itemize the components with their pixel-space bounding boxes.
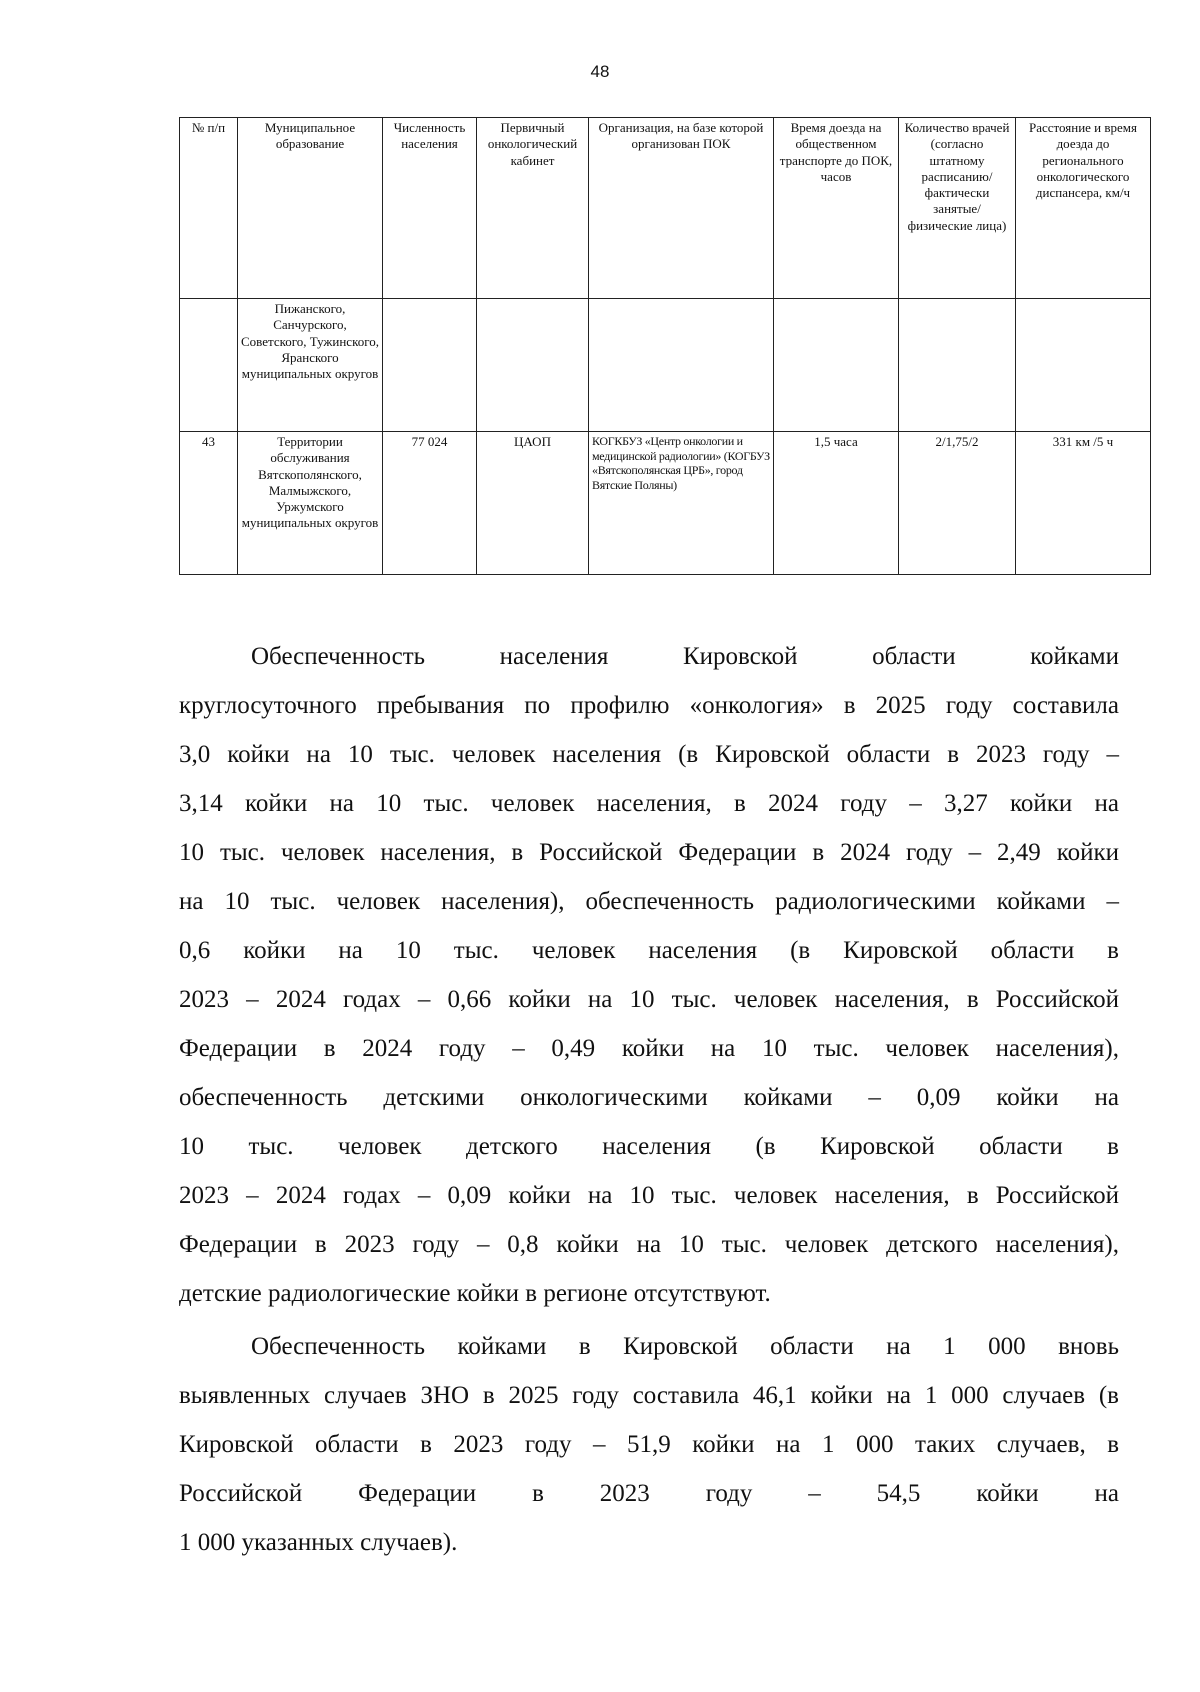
table-cell: 2/1,75/2 bbox=[899, 432, 1016, 575]
text-line: выявленных случаев ЗНО в 2025 году составила 46,1 койки на 1 000 случаев (в bbox=[179, 1382, 1119, 1409]
table-cell bbox=[774, 299, 899, 432]
table-cell bbox=[180, 299, 238, 432]
table-cell bbox=[589, 299, 774, 432]
header-cell: Первичный онкологический кабинет bbox=[477, 118, 589, 299]
table-row bbox=[180, 299, 1151, 432]
table-row bbox=[180, 432, 1151, 575]
text-line: 3,14 койки на 10 тыс. человек населения, в 2024 году – 3,27 койки на bbox=[179, 790, 1119, 817]
text-line: на 10 тыс. человек населения), обеспеченность радиологическими койками – bbox=[179, 888, 1119, 915]
table-cell: 77 024 bbox=[383, 432, 477, 575]
text-line: обеспеченность детскими онкологическими койками – 0,09 койки на bbox=[179, 1084, 1119, 1111]
paragraph-bed-provision bbox=[179, 632, 1119, 1318]
table-cell bbox=[1016, 299, 1151, 432]
table-cell bbox=[383, 299, 477, 432]
text-line: Российской Федерации в 2023 году – 54,5 койки на bbox=[179, 1480, 1119, 1507]
text-line: 2023 – 2024 годах – 0,66 койки на 10 тыс. человек населения, в Российской bbox=[179, 986, 1119, 1013]
table-cell: Пижанского, Санчурского, Советского, Тужинского, Яранского муниципальных округов bbox=[238, 299, 383, 432]
text-line: круглосуточного пребывания по профилю «онкология» в 2025 году составила bbox=[179, 692, 1119, 719]
text-line: Федерации в 2023 году – 0,8 койки на 10 тыс. человек детского населения), bbox=[179, 1231, 1119, 1258]
text-line: Обеспеченность койками в Кировской области на 1 000 вновь bbox=[251, 1333, 1119, 1360]
table-cell: ЦАОП bbox=[477, 432, 589, 575]
table-cell: КОГКБУЗ «Центр онкологии и медицинской радиологии» (КОГБУЗ «Вятскополянская ЦРБ», город Вятские Поляны) bbox=[589, 432, 774, 575]
table-cell: 43 bbox=[180, 432, 238, 575]
organizations-table bbox=[179, 117, 1151, 575]
table-cell bbox=[899, 299, 1016, 432]
paragraph-new-cases bbox=[179, 1322, 1119, 1567]
text-line: 1 000 указанных случаев). bbox=[179, 1529, 458, 1556]
table-cell: 331 км /5 ч bbox=[1016, 432, 1151, 575]
text-line: детские радиологические койки в регионе отсутствуют. bbox=[179, 1280, 771, 1307]
page-number: 48 bbox=[590, 62, 610, 81]
table-cell: 1,5 часа bbox=[774, 432, 899, 575]
header-cell: Количество врачей (согласно штатному расписанию/ фактически занятые/ физические лица) bbox=[899, 118, 1016, 299]
text-line: 10 тыс. человек детского населения (в Кировской области в bbox=[179, 1133, 1119, 1160]
header-cell: № п/п bbox=[180, 118, 238, 299]
table-cell: Территории обслуживания Вятскополянского, Малмыжского, Уржумского муниципальных округов bbox=[238, 432, 383, 575]
header-cell: Расстояние и время доезда до регионального онкологического диспансера, км/ч bbox=[1016, 118, 1151, 299]
header-cell: Численность населения bbox=[383, 118, 477, 299]
text-line: 10 тыс. человек населения, в Российской Федерации в 2024 году – 2,49 койки bbox=[179, 839, 1119, 866]
text-line: Федерации в 2024 году – 0,49 койки на 10 тыс. человек населения), bbox=[179, 1035, 1119, 1062]
table-cell bbox=[477, 299, 589, 432]
text-line: 0,6 койки на 10 тыс. человек населения (в Кировской области в bbox=[179, 937, 1119, 964]
table-header-row bbox=[180, 118, 1151, 299]
text-line: Обеспеченность населения Кировской области койками bbox=[251, 643, 1119, 670]
header-cell: Муниципальное образование bbox=[238, 118, 383, 299]
text-line: 3,0 койки на 10 тыс. человек населения (в Кировской области в 2023 году – bbox=[179, 741, 1119, 768]
text-line: 2023 – 2024 годах – 0,09 койки на 10 тыс. человек населения, в Российской bbox=[179, 1182, 1119, 1209]
header-cell: Время доезда на общественном транспорте до ПОК, часов bbox=[774, 118, 899, 299]
text-line: Кировской области в 2023 году – 51,9 койки на 1 000 таких случаев, в bbox=[179, 1431, 1119, 1458]
header-cell: Организация, на базе которой организован ПОК bbox=[589, 118, 774, 299]
